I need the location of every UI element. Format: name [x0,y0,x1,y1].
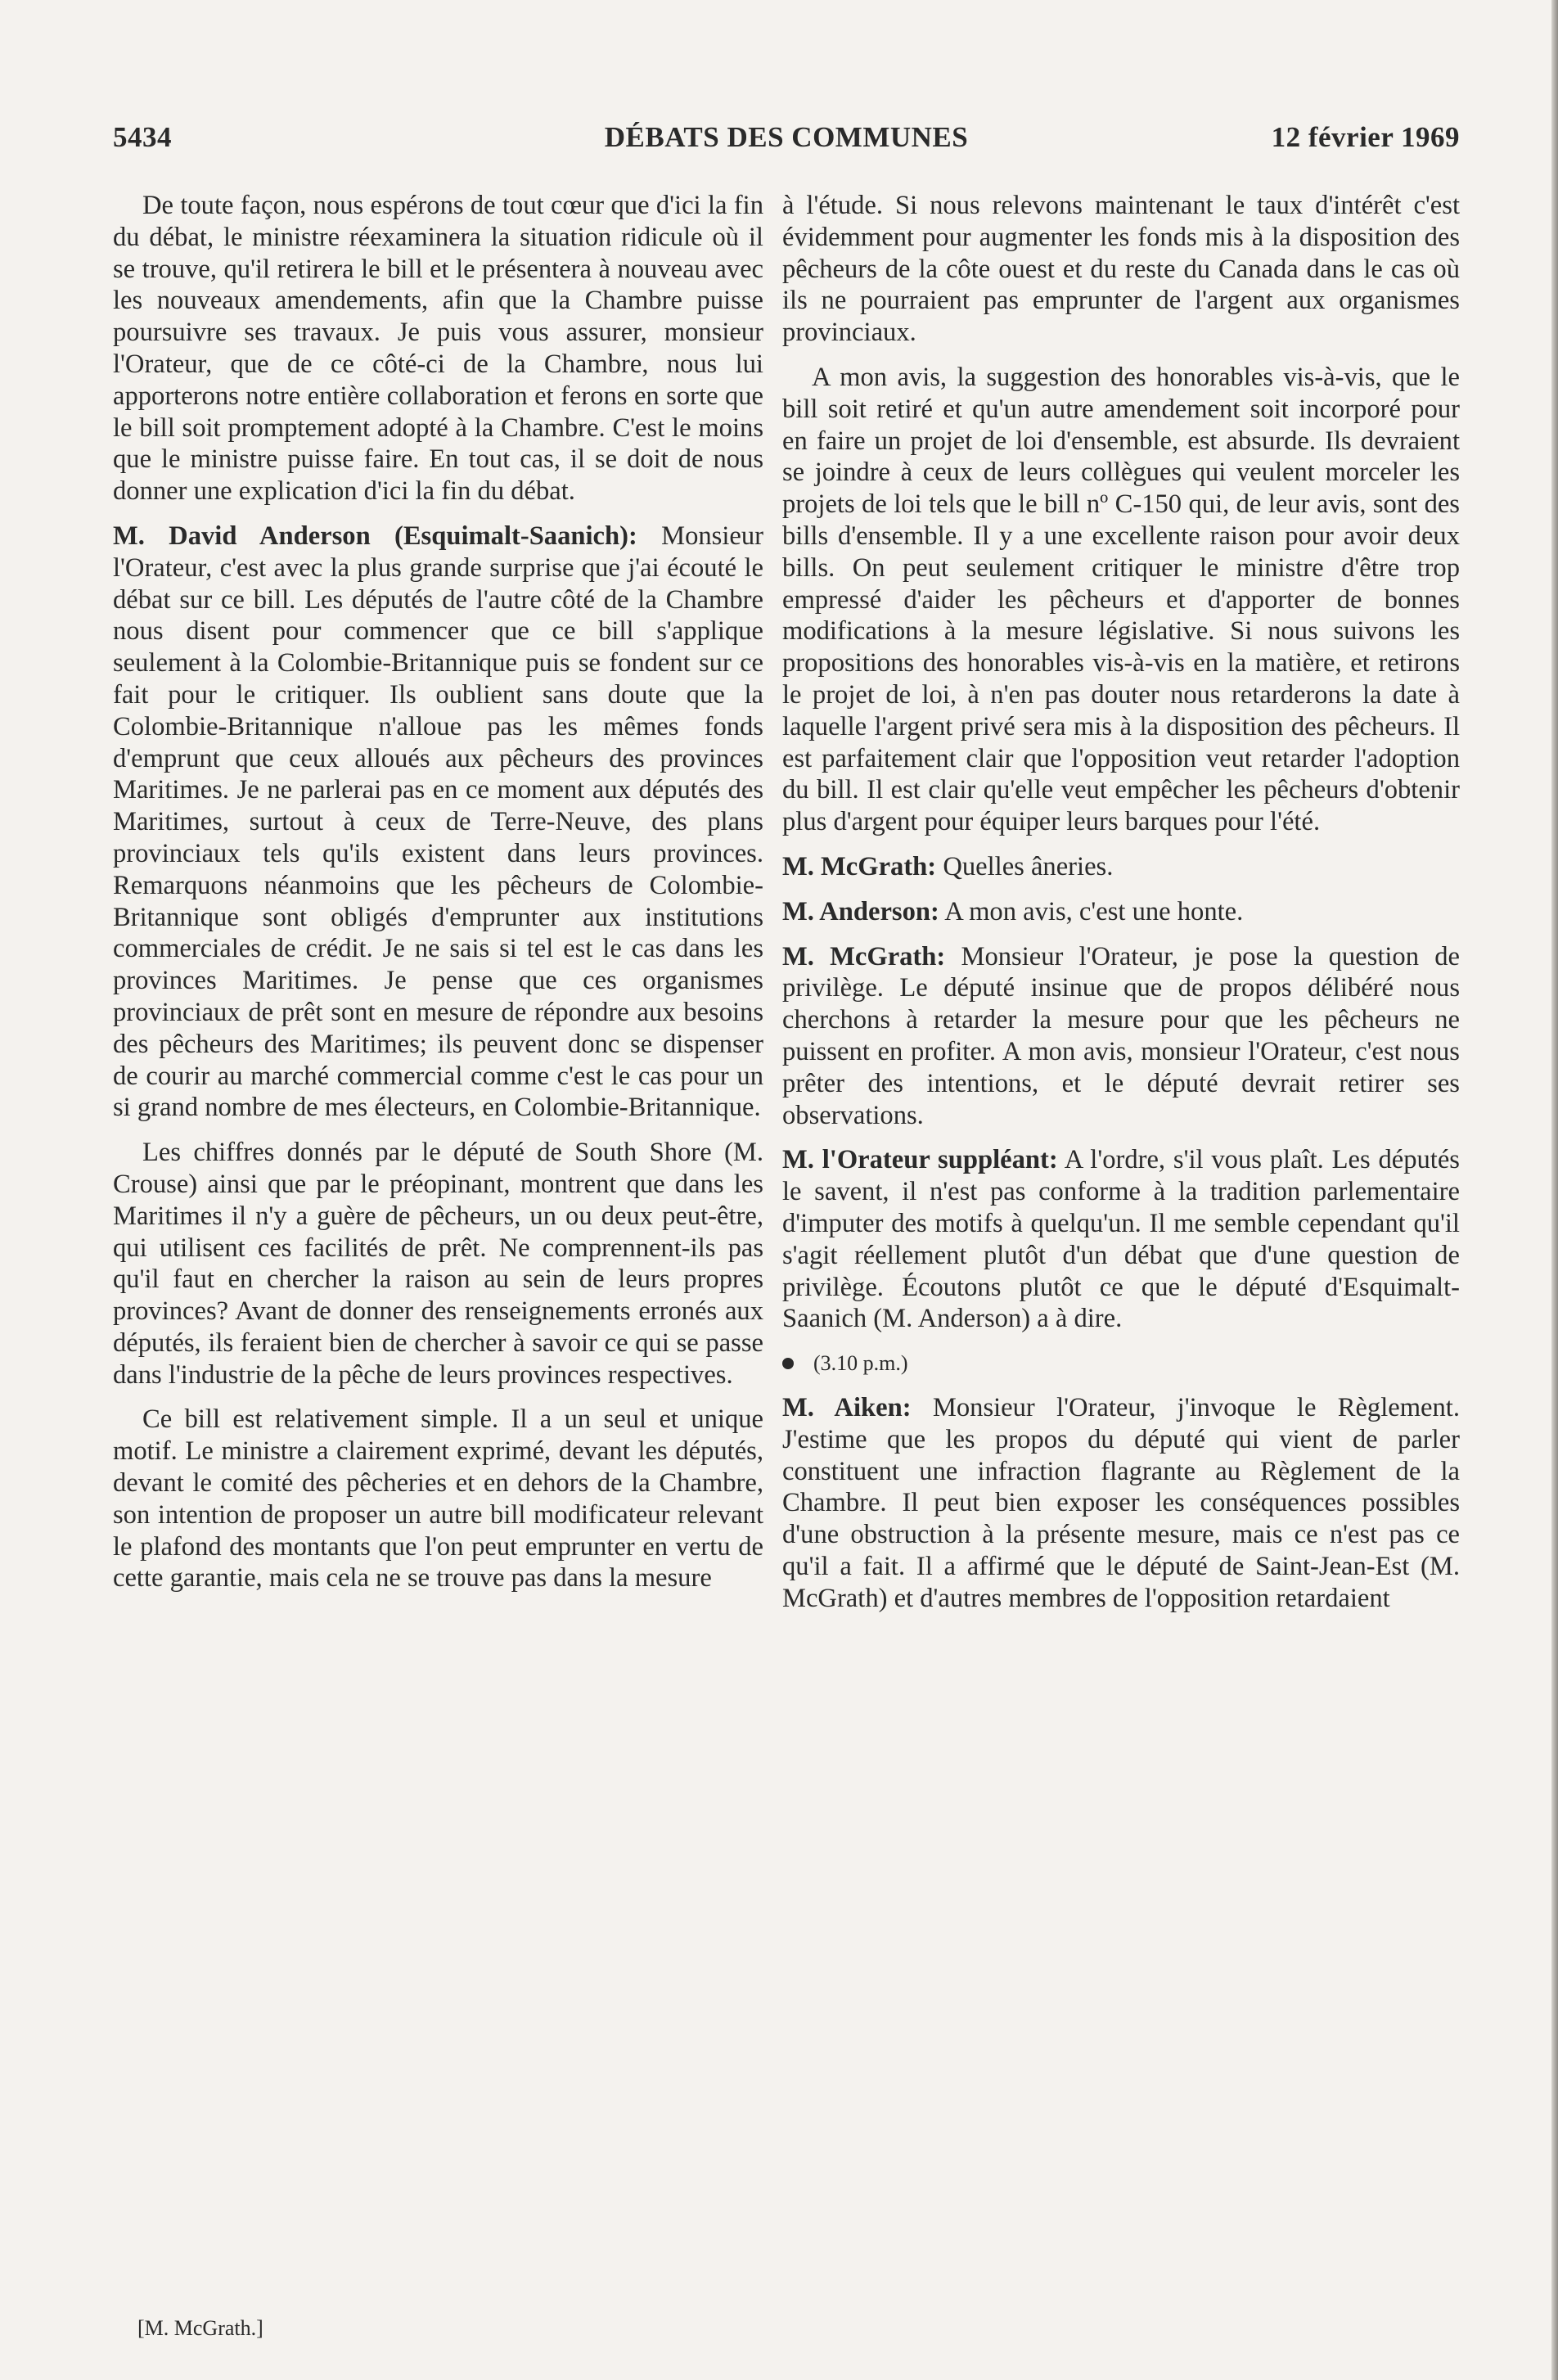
paragraph: Ce bill est relativement simple. Il a un seul et unique motif. Le ministre a clairement exprimé, devant les députés, devant le comité des pêcheries et en dehors de la Chambre, son intention de proposer un autre bill modificateur relevant le plafond des montants que l'on peut emprunter en vertu de cette garantie, mais cela ne se trouve pas dans la mesure [113,1404,763,1593]
column-footer-attribution: [M. McGrath.] [137,2316,263,2340]
speech-text: A l'ordre, s'il vous plaît. Les députés le savent, il n'est pas conforme à la tradition parlementaire d'imputer des motifs à quelqu'un. Il me semble cependant qu'il s'agit réellement plutôt d'un débat que d'une question de privilège. Écoutons plutôt ce que le député d'Esquimalt-Saanich (M. Anderson) a à dire. [782,1145,1460,1334]
speech-text: Monsieur l'Orateur, je pose la question de privilège. Le député insinue que de propos délibéré nous cherchons à retarder la mesure pour que les pêcheurs ne puissent en profiter. A mon avis, monsieur l'Orateur, c'est nous prêter des intentions, et le député devrait retirer ses observations. [782,941,1460,1130]
speech-paragraph [782,851,1460,883]
speech-text: A mon avis, c'est une honte. [944,896,1244,926]
speaker-name: M. McGrath: [782,851,937,881]
page-edge [1551,0,1558,2380]
time-stamp [782,1348,1460,1379]
speaker-name: M. David Anderson (Esquimalt-Saanich): [113,521,637,551]
speech-paragraph [782,1144,1460,1335]
paragraph: De toute façon, nous espérons de tout cœur que d'ici la fin du débat, le ministre réexaminera la situation ridicule où il se trouve, qu'il retirera le bill et le présentera à nouveau avec les nouveaux amendements, afin que la Chambre puisse poursuivre ses travaux. Je puis vous assurer, monsieur l'Orateur, que de ce côté-ci de la Chambre, nous lui apporterons notre entière collaboration et ferons en sorte que le bill soit promptement adopté à la Chambre. C'est le moins que le ministre puisse faire. En tout cas, il se doit de nous donner une explication d'ici la fin du débat. [113,191,763,507]
speaker-name: M. l'Orateur suppléant: [782,1145,1058,1175]
speech-paragraph [782,941,1460,1132]
page-date: 12 février 1969 [1271,121,1460,153]
page-header [113,121,1460,162]
bullet-icon [782,1358,794,1369]
speaker-name: M. McGrath: [782,941,946,971]
speech-text: Monsieur l'Orateur, j'invoque le Règlement. J'estime que les propos du député qui vient de parler constituent une infraction flagrante au Règlement de la Chambre. Il peut bien exposer les conséquences possibles d'une obstruction à la présente mesure, mais ce n'est pas ce qu'il a fait. Il a affirmé que le député de Saint-Jean-Est (M. McGrath) et d'autres membres de l'opposition retardaient [782,1393,1461,1613]
speaker-name: M. Aiken: [782,1393,912,1423]
left-column [113,190,763,1607]
speech-paragraph [113,521,763,1124]
paragraph: à l'étude. Si nous relevons maintenant le taux d'intérêt c'est évidemment pour augmenter les fonds mis à la disposition des pêcheurs de la côte ouest et du reste du Canada dans le cas où ils ne pourraient pas emprunter de l'argent aux organismes provinciaux. [782,191,1460,348]
journal-title: DÉBATS DES COMMUNES [604,121,969,153]
speech-text: Quelles âneries. [943,851,1114,881]
paragraph: A mon avis, la suggestion des honorables vis-à-vis, que le bill soit retiré et qu'un autre amendement soit incorporé pour en faire un projet de loi d'ensemble, est absurde. Ils devraient se joindre à ceux de leurs collègues qui veulent morceler les projets de loi tels que le bill nº C-150 qui, de leur avis, sont des bills d'ensemble. Il y a une excellente raison pour avoir deux bills. On peut seulement critiquer le ministre d'être trop empressé d'aider les pêcheurs et d'apporter de bonnes modifications à la mesure législative. Si nous suivons les propositions des honorables vis-à-vis en la matière, et retirons le projet de loi, à n'en pas douter nous retarderons la date à laquelle l'argent privé sera mis à la disposition des pêcheurs. Il est parfaitement clair que l'opposition veut retarder l'adoption du bill. Il est clair qu'elle veut empêcher les pêcheurs d'obtenir plus d'argent pour équiper leurs barques pour l'été. [782,362,1460,837]
right-column [782,190,1460,1628]
speech-paragraph [782,896,1460,928]
time-text: (3.10 p.m.) [813,1351,908,1376]
paragraph: Les chiffres donnés par le député de South Shore (M. Crouse) ainsi que par le préopinant, montrent que dans les Maritimes il n'y a guère de pêcheurs, un ou deux peut-être, qui utilisent ces facilités de prêt. Ne comprennent-ils pas qu'il faut en chercher la raison au sein de leurs propres provinces? Avant de donner des renseignements erronés aux députés, ils feraient bien de chercher à savoir ce qui se passe dans l'industrie de la pêche de leurs provinces respectives. [113,1138,763,1390]
speaker-name: M. Anderson: [782,896,939,926]
speech-paragraph [782,1392,1460,1615]
speech-text: Monsieur l'Orateur, c'est avec la plus grande surprise que j'ai écouté le débat sur ce bill. Les députés de l'autre côté de la Chambre nous disent pour commencer que ce bill s'applique seulement à la Colombie-Britannique puis se fondent sur ce fait pour le critiquer. Ils oublient sans doute que la Colombie-Britannique n'alloue pas les mêmes fonds d'emprunt que ceux alloués aux pêcheurs des provinces Maritimes. Je ne parlerai pas en ce moment aux députés des Maritimes, surtout à ceux de Terre-Neuve, des plans provinciaux tels qu'ils existent dans leurs provinces. Remarquons néanmoins que les pêcheurs de Colombie-Britannique sont obligés d'emprunter aux institutions commerciales de crédit. Je ne sais si tel est le cas dans les provinces Maritimes. Je pense que ces organismes provinciaux de prêt sont en mesure de répondre aux besoins des pêcheurs des Maritimes; ils peuvent donc se dispenser de courir au marché commercial comme c'est le cas pour un si grand nombre de mes électeurs, en Colombie-Britannique. [113,521,763,1123]
page-number: 5434 [113,121,172,153]
